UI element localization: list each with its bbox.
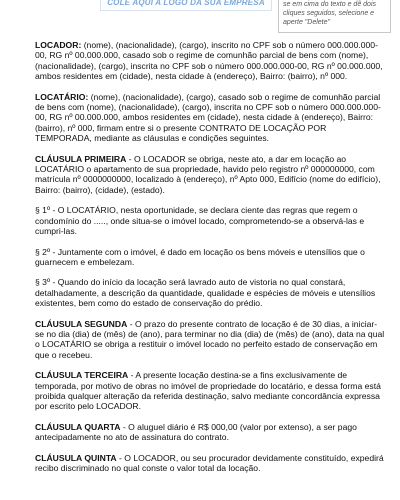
clause-primeira bbox=[35, 154, 385, 196]
clause-quinta bbox=[35, 453, 385, 474]
clause-label: CLÁUSULA QUARTA bbox=[35, 421, 121, 432]
paragraph-locatario bbox=[35, 92, 385, 144]
clause-text: - O prazo do presente contrato de locação é de 30 dias, a iniciar-se no dia (dia) de (mês) de (ano), para terminar no dia (dia) de (mês) de (ano), data na qual o LOCATÁRIO se obriga a restituir o imóvel locado no perfeito estado de conservação em que o recebeu. bbox=[35, 318, 385, 360]
contract-body bbox=[35, 40, 385, 483]
paragraph-section-3 bbox=[35, 277, 385, 308]
logo-placeholder-text: COLE AQUI A LOGO DA SUA EMPRESA bbox=[107, 0, 265, 7]
clause-text: - A presente locação destina-se a fins exclusivamente de temporada, por motivo de obras no imóvel de propriedade do locatário, e dessa forma está proibida qualquer alteração da referida destinação, salvo mediante concordância expressa por escrito pelo LOCADOR. bbox=[35, 370, 381, 412]
instruction-tip-text: se em cima do texto e dê dois cliques seguidos, selecione e aperte "Delete" bbox=[283, 1, 376, 26]
clause-terceira bbox=[35, 370, 385, 412]
clause-label: CLÁUSULA QUINTA bbox=[35, 452, 117, 463]
logo-placeholder bbox=[100, 0, 272, 11]
paragraph-text: § 3º - Quando do início da locação será lavrado auto de vistoria no qual constará, detalhadamente, a descrição da quantidade, qualidade e espécies de móveis e utensílios existentes, bem como do estado de conservação do prédio. bbox=[35, 277, 376, 309]
clause-text: - O aluguel diário é R$ 000,00 (valor por extenso), a ser pago antecipadamente no ato de assinatura do contrato. bbox=[35, 421, 357, 443]
clause-label: CLÁUSULA PRIMEIRA bbox=[35, 153, 127, 164]
paragraph-text: § 1º - O LOCATÁRIO, nesta oportunidade, se declara ciente das regras que regem o condomínio do ....., onde situa-se o imóvel locado, comprometendo-se a observá-las e cumpri-las. bbox=[35, 205, 365, 237]
clause-label: CLÁUSULA TERCEIRA bbox=[35, 370, 129, 381]
paragraph-text: (nome), (nacionalidade), (cargo), casado sob o regime de comunhão parcial de bens com (nome), (nacionalidade), (cargo), inscrita no CPF sob o número 000.000.000-00, RG nº 00.000.000, ambos residentes em (cidade), nesta cidade à (endereço), Bairro: (bairro), nº 000, firmam entre si o presente CONTRATO DE LOCAÇÃO POR TEMPORADA, mediante as cláusulas e condições seguintes. bbox=[35, 91, 381, 144]
clause-text: - O LOCADOR se obriga, neste ato, a dar em locação ao LOCATÁRIO o apartamento de sua propriedade, havido pelo registro nº 000000000, com matrícula nº 0000000000, localizado à (endereço), nº Apto 000, Edifício (nome do edifício), Bairro: (bairro), (cidade), (estado). bbox=[35, 153, 381, 195]
paragraph-text: § 2º - Juntamente com o imóvel, é dado em locação os bens móveis e utensílios que o guarnecem e embelezam. bbox=[35, 246, 365, 267]
clause-segunda bbox=[35, 319, 385, 361]
paragraph-label: LOCADOR: bbox=[35, 40, 82, 50]
instruction-tip-box bbox=[278, 0, 391, 33]
paragraph-section-2 bbox=[35, 247, 385, 268]
clause-quarta bbox=[35, 422, 385, 443]
paragraph-label: LOCATÁRIO: bbox=[35, 91, 89, 102]
clause-label: CLÁUSULA SEGUNDA bbox=[35, 318, 128, 329]
clause-text: - O LOCADOR, ou seu procurador devidamente constituído, expedirá recibo discriminado no qual conste o valor total da locação. bbox=[35, 452, 384, 473]
paragraph-locador bbox=[35, 40, 385, 82]
paragraph-section-1 bbox=[35, 205, 385, 236]
paragraph-text: (nome), (nacionalidade), (cargo), inscrito no CPF sob o número 000.000.000-00, RG nº 00.000.000, casado sob o regime de comunhão parcial de bens com (nome), (nacionalidade), (cargo), inscrita no CPF sob o número 000.000.000-00, RG nº 00.000.000, ambos residentes em (cidade), nesta cidade à (endereço), Bairro: (bairro), nº 000. bbox=[35, 40, 383, 82]
